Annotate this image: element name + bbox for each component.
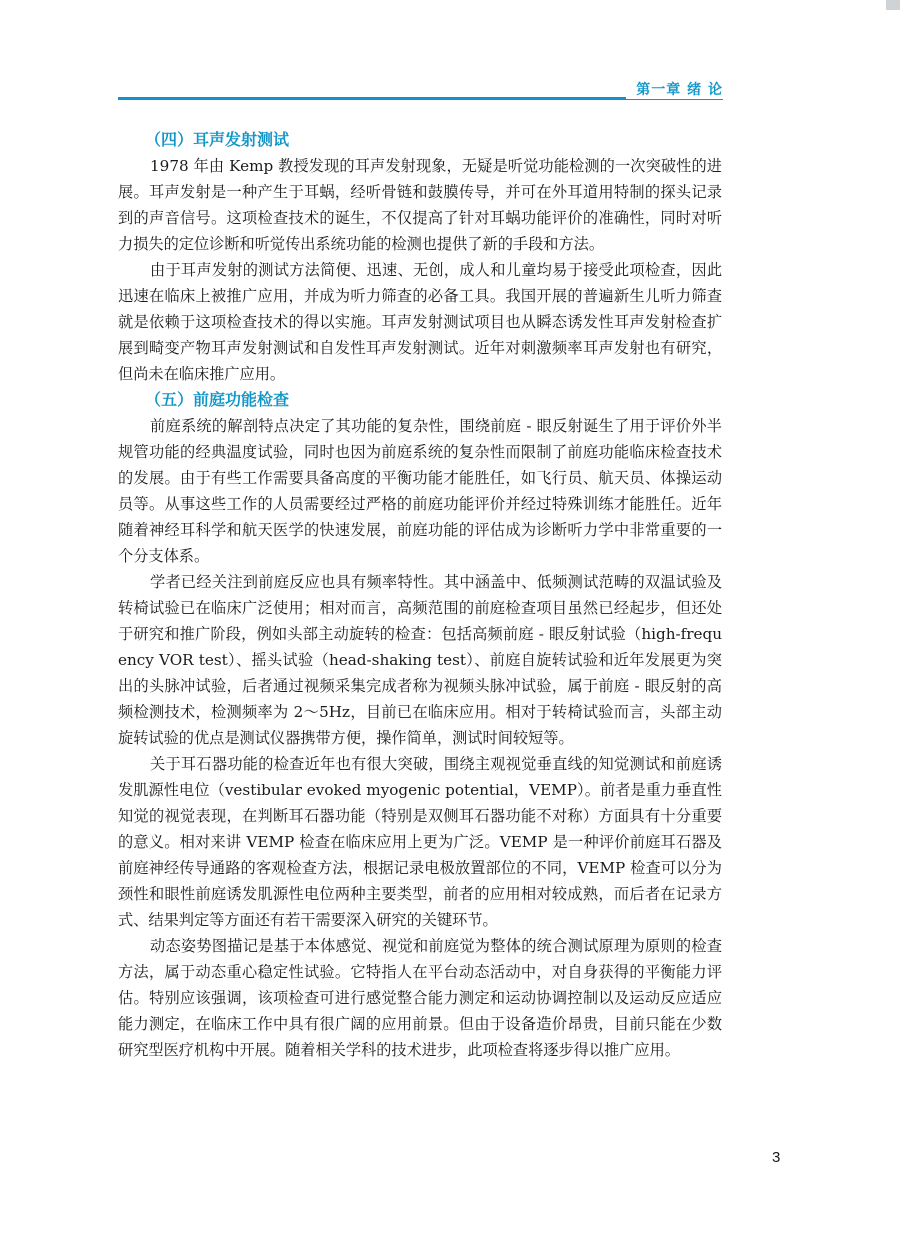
page-number: 3 xyxy=(772,1149,781,1166)
running-header xyxy=(118,82,723,102)
paragraph: 1978 年由 Kemp 教授发现的耳声发射现象，无疑是听觉功能检测的一次突破性的进展。耳声发射是一种产生于耳蜗，经听骨链和鼓膜传导，并可在外耳道用特制的探头记录到的声音信号。这项检查技术的诞生，不仅提高了针对耳蜗功能评价的准确性，同时对听力损失的定位诊断和听觉传出系统功能的检测也提供了新的手段和方法。 xyxy=(118,157,722,253)
paragraph: 由于耳声发射的测试方法简便、迅速、无创，成人和儿童均易于接受此项检查，因此迅速在临床上被推广应用，并成为听力筛查的必备工具。我国开展的普遍新生儿听力筛查就是依赖于这项检查技术的得以实施。耳声发射测试项目也从瞬态诱发性耳声发射检查扩展到畸变产物耳声发射测试和自发性耳声发射测试。近年对刺激频率耳声发射也有研究，但尚未在临床推广应用。 xyxy=(118,261,722,383)
chapter-title: 第一章 绪 论 xyxy=(626,81,723,99)
paragraph: 动态姿势图描记是基于本体感觉、视觉和前庭觉为整体的统合测试原理为原则的检查方法，属于动态重心稳定性试验。它特指人在平台动态活动中，对自身获得的平衡能力评估。特别应该强调，该项检查可进行感觉整合能力测定和运动协调控制以及运动反应适应能力测定，在临床工作中具有很广阔的应用前景。但由于设备造价昂贵，目前只能在少数研究型医疗机构中开展。随着相关学科的技术进步，此项检查将逐步得以推广应用。 xyxy=(118,937,722,1059)
paragraph: 学者已经关注到前庭反应也具有频率特性。其中涵盖中、低频测试范畴的双温试验及转椅试验已在临床广泛使用；相对而言，高频范围的前庭检查项目虽然已经起步，但还处于研究和推广阶段，例如头部主动旋转的检查：包括高频前庭 - 眼反射试验（high-frequency VOR test）、摇头试验（head-shaking test）、前庭自旋转试验和近年发展更为突出的头脉冲试验，后者通过视频采集完成者称为视频头脉冲试验，属于前庭 - 眼反射的高频检测技术，检测频率为 2～5Hz，目前已在临床应用。相对于转椅试验而言，头部主动旋转试验的优点是测试仪器携带方便，操作简单，测试时间较短等。 xyxy=(118,573,722,747)
paragraph: 前庭系统的解剖特点决定了其功能的复杂性，围绕前庭 - 眼反射诞生了用于评价外半规管功能的经典温度试验，同时也因为前庭系统的复杂性而限制了前庭功能临床检查技术的发展。由于有些工作需要具备高度的平衡功能才能胜任，如飞行员、航天员、体操运动员等。从事这些工作的人员需要经过严格的前庭功能评价并经过特殊训练才能胜任。近年随着神经耳科学和航天医学的快速发展，前庭功能的评估成为诊断听力学中非常重要的一个分支体系。 xyxy=(118,417,722,565)
page-body xyxy=(118,127,722,1063)
corner-mark xyxy=(886,0,900,10)
section-heading-vestibular-function: （五）前庭功能检查 xyxy=(145,390,290,409)
paragraph: 关于耳石器功能的检查近年也有很大突破，围绕主观视觉垂直线的知觉测试和前庭诱发肌源性电位（vestibular evoked myogenic potential，VEMP）。前者是重力垂直性知觉的视觉表现，在判断耳石器功能（特别是双侧耳石器功能不对称）方面具有十分重要的意义。相对来讲 VEMP 检查在临床应用上更为广泛。VEMP 是一种评价前庭耳石器及前庭神经传导通路的客观检查方法，根据记录电极放置部位的不同，VEMP 检查可以分为颈性和眼性前庭诱发肌源性电位两种主要类型，前者的应用相对较成熟，而后者在记录方式、结果判定等方面还有若干需要深入研究的关键环节。 xyxy=(118,755,722,929)
section-heading-otoacoustic-emission: （四）耳声发射测试 xyxy=(145,130,290,149)
